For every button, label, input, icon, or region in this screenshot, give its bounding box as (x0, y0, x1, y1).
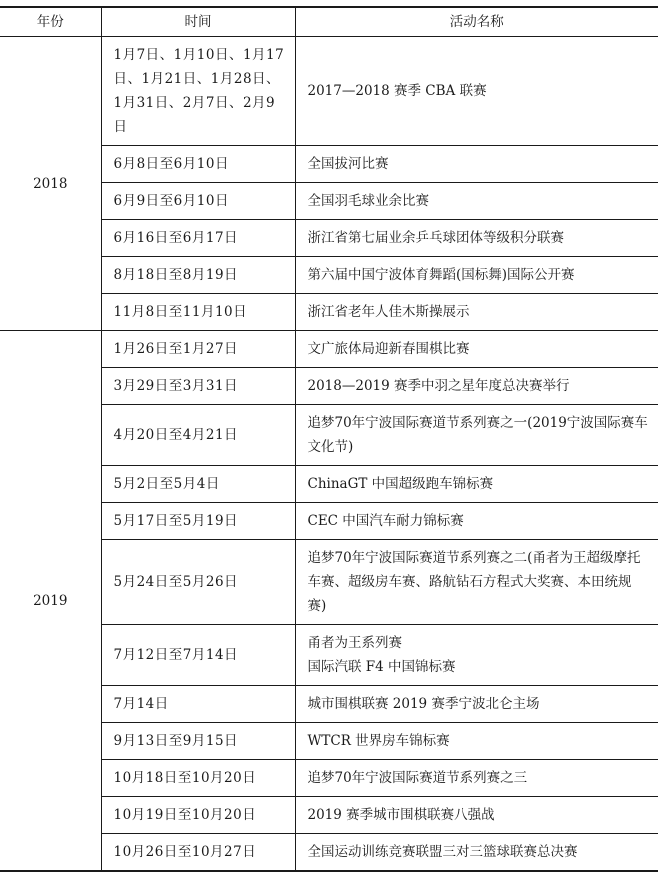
header-row (0, 7, 658, 37)
table-row (0, 331, 658, 368)
time-cell: 11月8日至11月10日 (101, 294, 295, 331)
time-cell: 10月19日至10月20日 (101, 797, 295, 834)
time-cell: 5月2日至5月4日 (101, 466, 295, 503)
header-time: 时间 (101, 7, 295, 37)
event-name-cell: 城市围棋联赛 2019 赛季宁波北仑主场 (295, 686, 658, 723)
table-header (0, 7, 658, 37)
time-cell: 8月18日至8月19日 (101, 257, 295, 294)
event-name-cell: 甬者为王系列赛 国际汽联 F4 中国锦标赛 (295, 625, 658, 686)
year-cell: 2019 (0, 331, 101, 872)
time-cell: 7月14日 (101, 686, 295, 723)
event-name-cell: 浙江省老年人佳木斯操展示 (295, 294, 658, 331)
event-name-cell: 文广旅体局迎新春围棋比赛 (295, 331, 658, 368)
event-name-cell: 2017—2018 赛季 CBA 联赛 (295, 37, 658, 146)
event-name-cell: 全国拔河比赛 (295, 146, 658, 183)
time-cell: 10月26日至10月27日 (101, 834, 295, 872)
table-row (0, 37, 658, 146)
event-name-cell: 追梦70年宁波国际赛道节系列赛之一(2019宁波国际赛车文化节) (295, 405, 658, 466)
time-cell: 6月16日至6月17日 (101, 220, 295, 257)
event-name-cell: 全国运动训练竞赛联盟三对三篮球联赛总决赛 (295, 834, 658, 872)
time-cell: 5月24日至5月26日 (101, 540, 295, 625)
event-name-cell: 第六届中国宁波体育舞蹈(国标舞)国际公开赛 (295, 257, 658, 294)
header-year: 年份 (36, 14, 64, 30)
time-cell: 6月8日至6月10日 (101, 146, 295, 183)
event-name-cell: 浙江省第七届业余乒乓球团体等级积分联赛 (295, 220, 658, 257)
time-cell: 6月9日至6月10日 (101, 183, 295, 220)
event-name-cell: WTCR 世界房车锦标赛 (295, 723, 658, 760)
year-group-2018 (0, 37, 658, 331)
event-name-cell: 全国羽毛球业余比赛 (295, 183, 658, 220)
event-schedule-table (0, 6, 658, 872)
event-name-cell: 2018—2019 赛季中羽之星年度总决赛举行 (295, 368, 658, 405)
event-name-cell: ChinaGT 中国超级跑车锦标赛 (295, 466, 658, 503)
time-cell: 7月12日至7月14日 (101, 625, 295, 686)
header-event-name: 活动名称 (295, 7, 658, 37)
time-cell: 9月13日至9月15日 (101, 723, 295, 760)
time-cell: 1月26日至1月27日 (101, 331, 295, 368)
time-cell: 4月20日至4月21日 (101, 405, 295, 466)
time-cell: 5月17日至5月19日 (101, 503, 295, 540)
time-cell: 3月29日至3月31日 (101, 368, 295, 405)
year-cell: 2018 (33, 175, 68, 192)
event-name-cell: 追梦70年宁波国际赛道节系列赛之二(甬者为王超级摩托车赛、超级房车赛、路航钻石方程式大奖赛、本田统规赛) (295, 540, 658, 625)
event-name-cell: CEC 中国汽车耐力锦标赛 (295, 503, 658, 540)
event-name-cell: 追梦70年宁波国际赛道节系列赛之三 (295, 760, 658, 797)
year-group-2019 (0, 331, 658, 872)
time-cell: 10月18日至10月20日 (101, 760, 295, 797)
time-cell: 1月7日、1月10日、1月17日、1月21日、1月28日、1月31日、2月7日、2月9日 (101, 37, 295, 146)
event-name-cell: 2019 赛季城市围棋联赛八强战 (295, 797, 658, 834)
